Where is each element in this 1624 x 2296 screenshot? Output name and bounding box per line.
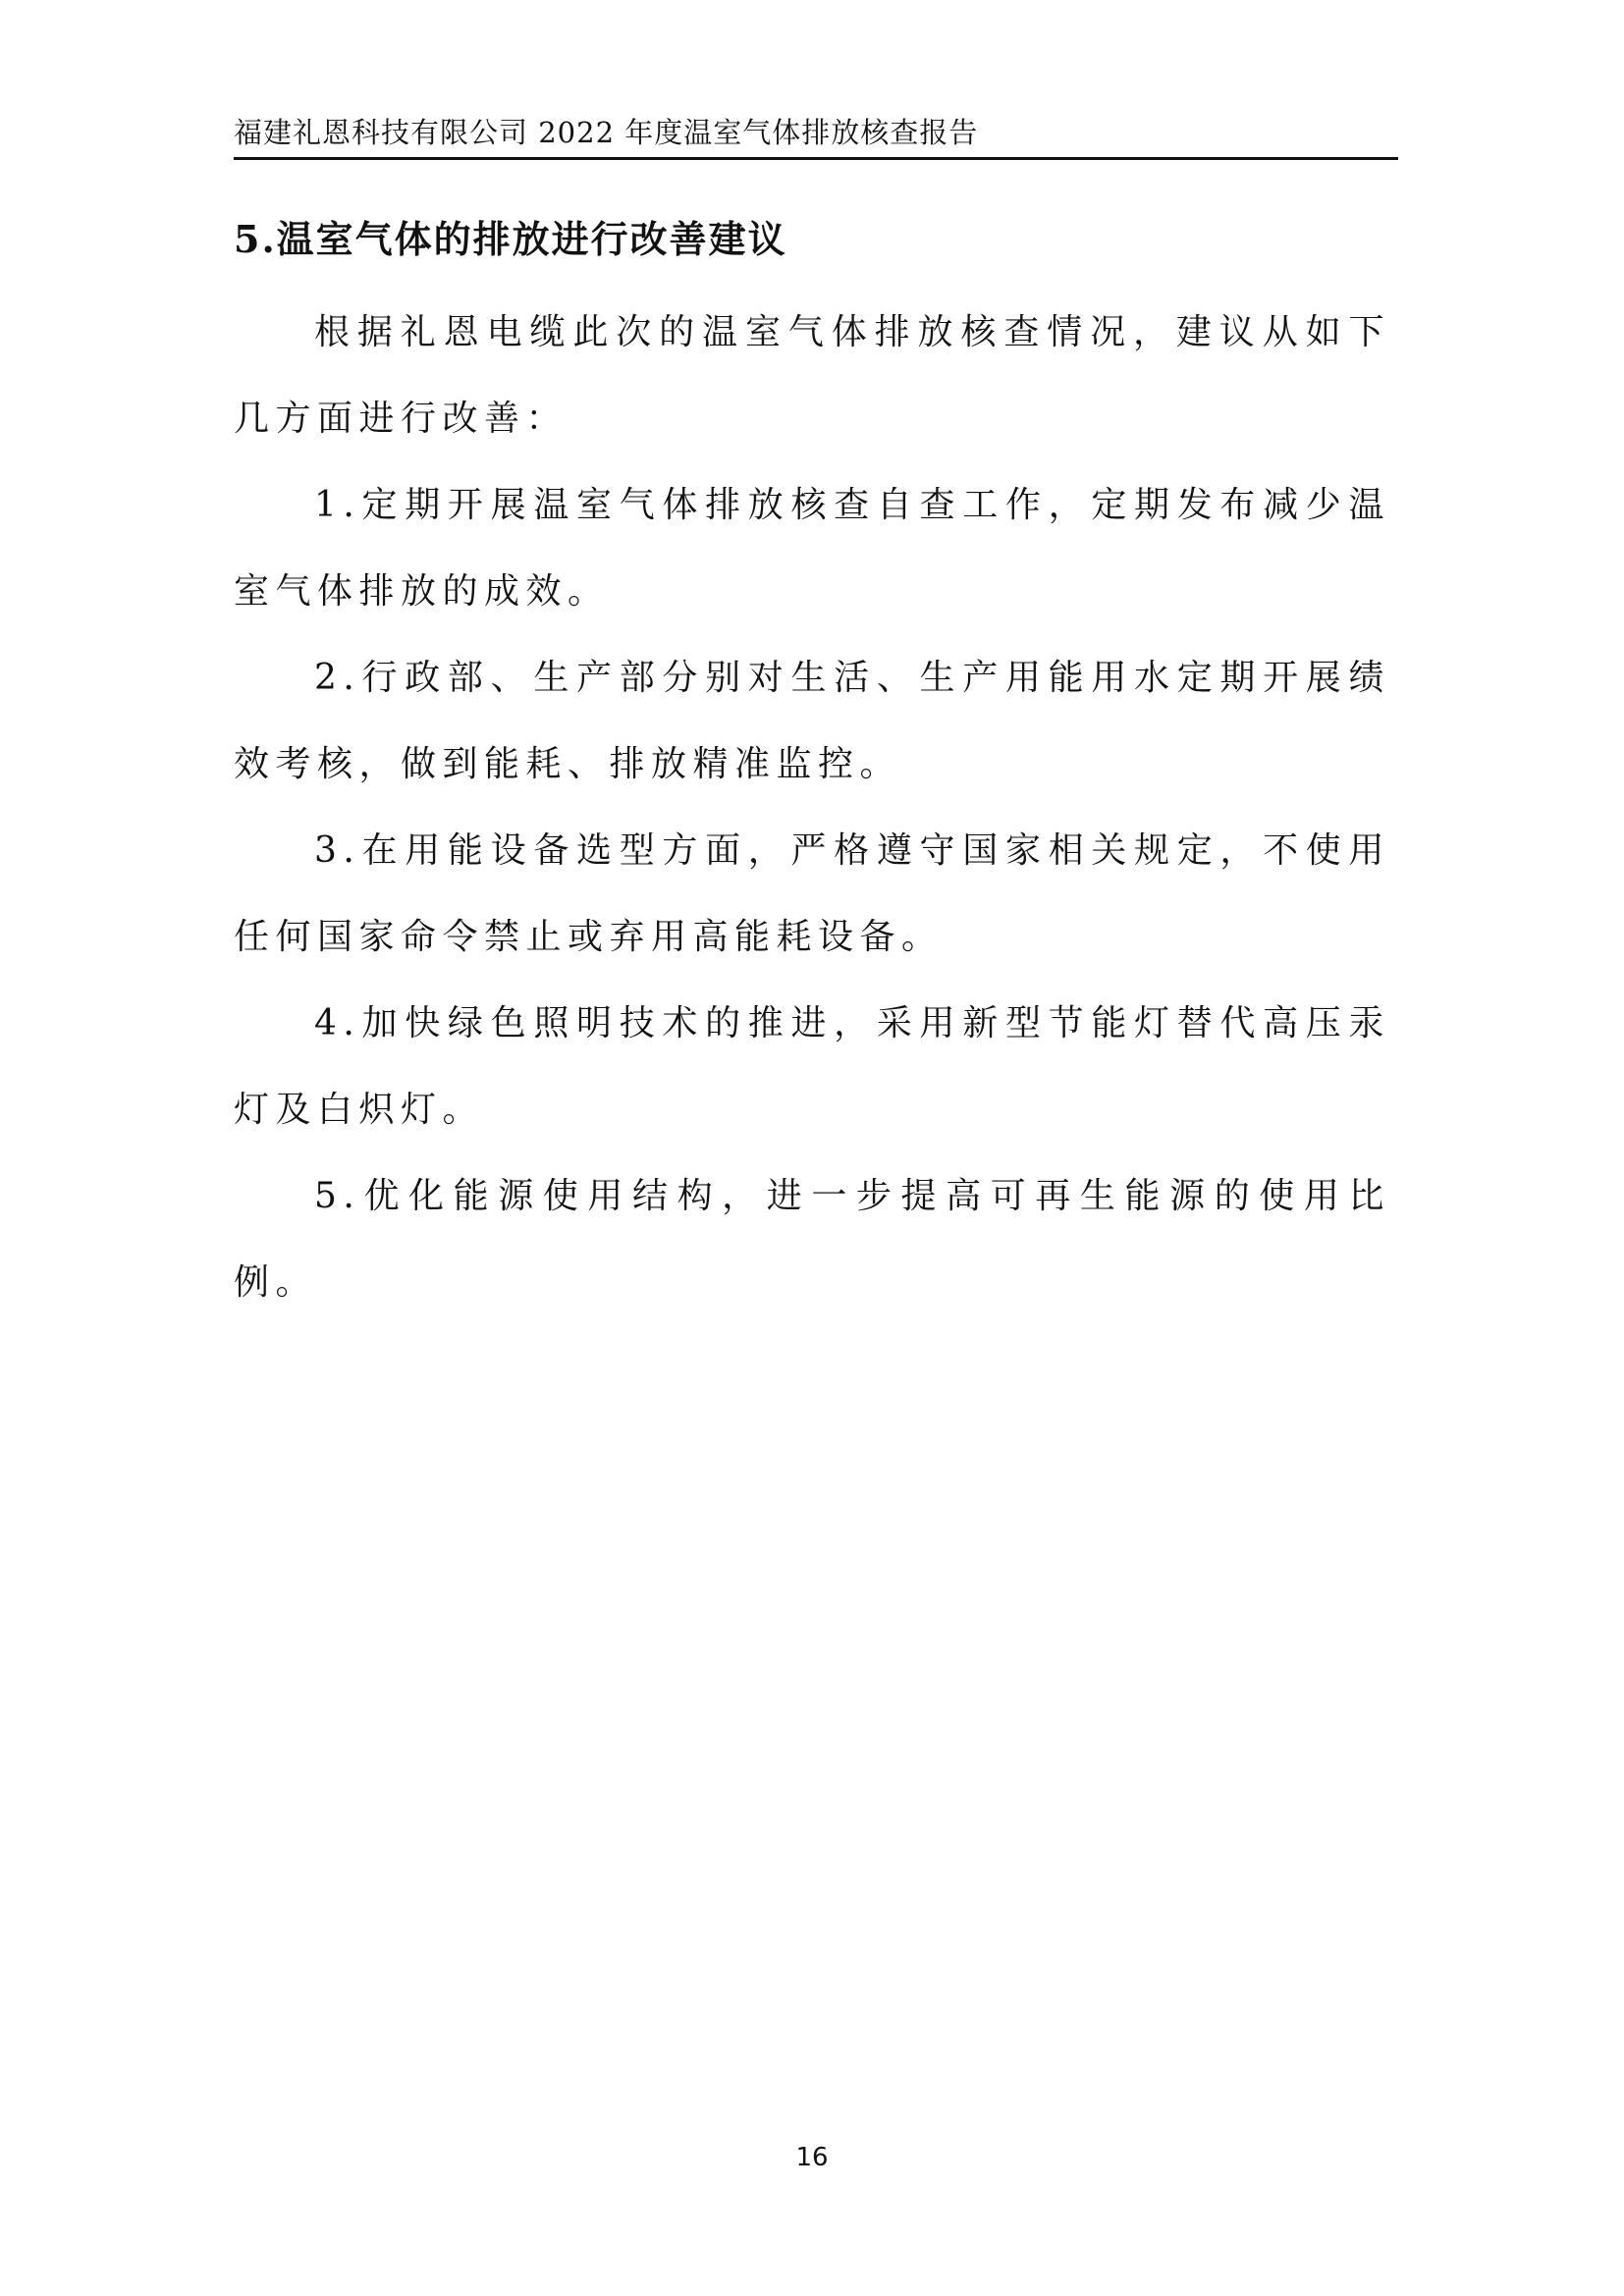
page-number: 16 xyxy=(795,2143,829,2172)
intro-paragraph: 根据礼恩电缆此次的温室气体排放核查情况，建议从如下几方面进行改善： xyxy=(234,312,1390,439)
recommendation-4: 4.加快绿色照明技术的推进，采用新型节能灯替代高压汞灯及白炽灯。 xyxy=(234,1003,1390,1130)
recommendation-2: 2.行政部、生产部分别对生活、生产用能用水定期开展绩效考核，做到能耗、排放精准监控。 xyxy=(234,658,1390,784)
running-header: 福建礼恩科技有限公司 2022 年度温室气体排放核查报告 xyxy=(234,116,979,149)
section-body xyxy=(234,290,1390,1326)
recommendation-5: 5.优化能源使用结构，进一步提高可再生能源的使用比例。 xyxy=(234,1176,1390,1303)
section-title: 5.温室气体的排放进行改善建议 xyxy=(234,217,787,261)
header-divider xyxy=(234,157,1398,160)
recommendation-1: 1.定期开展温室气体排放核查自查工作，定期发布减少温室气体排放的成效。 xyxy=(234,485,1390,612)
recommendation-3: 3.在用能设备选型方面，严格遵守国家相关规定，不使用任何国家命令禁止或弃用高能耗设备。 xyxy=(234,830,1390,957)
